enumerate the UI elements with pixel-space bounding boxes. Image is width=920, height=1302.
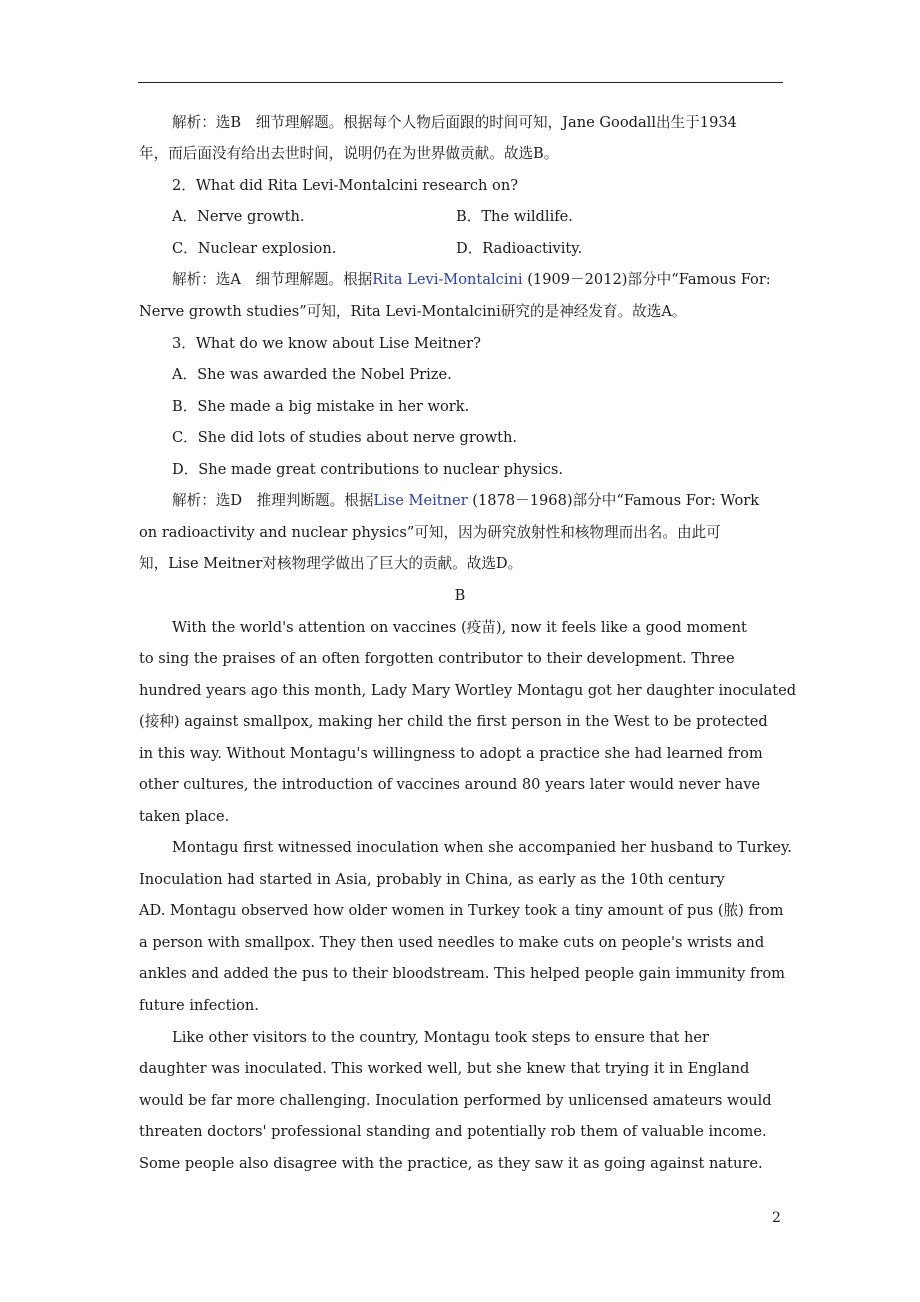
q2-question: 2．What did Rita Levi-Montalcini research on? <box>172 177 519 194</box>
q2-analysis-post: (1909－2012)部分中“Famous For: <box>522 271 771 288</box>
page-number: 2 <box>772 1210 781 1226</box>
q3-option-d: D．She made great contributions to nuclear physics. <box>172 461 564 478</box>
p3-line-4: threaten doctors' professional standing and potentially rob them of valuable income. <box>139 1123 767 1140</box>
p1-line-1: With the world's attention on vaccines (疫苗), now it feels like a good moment <box>172 619 747 636</box>
q2-analysis <box>172 270 771 290</box>
p2-line-3: AD. Montagu observed how older women in Turkey took a tiny amount of pus (脓) from <box>139 902 784 919</box>
p2-line-6: future infection. <box>139 997 259 1014</box>
q2-option-a: A．Nerve growth. <box>172 208 305 225</box>
q2-options-row-2 <box>172 239 772 259</box>
p3-line-1: Like other visitors to the country, Montagu took steps to ensure that her <box>172 1029 710 1046</box>
header-rule <box>138 82 783 83</box>
p1-line-7: taken place. <box>139 808 230 825</box>
q3-question: 3．What do we know about Lise Meitner? <box>172 335 481 352</box>
q3-analysis-name: Lise Meitner <box>373 492 468 509</box>
q3-option-c: C．She did lots of studies about nerve growth. <box>172 429 517 446</box>
q3-analysis-cont-2: 知，Lise Meitner对核物理学做出了巨大的贡献。故选D。 <box>139 555 523 572</box>
p2-line-4: a person with smallpox. They then used needles to make cuts on people's wrists and <box>139 934 765 951</box>
q1-analysis: 解析：选B 细节理解题。根据每个人物后面跟的时间可知，Jane Goodall出生于1934 <box>172 114 737 131</box>
p1-line-5: in this way. Without Montagu's willingness to adopt a practice she had learned from <box>139 745 763 762</box>
q2-option-c: C．Nuclear explosion. <box>172 240 337 257</box>
q2-options-row-1 <box>172 207 772 227</box>
q2-analysis-pre: 解析：选A 细节理解题。根据 <box>172 271 373 288</box>
p1-line-4: (接种) against smallpox, making her child the first person in the West to be protected <box>139 713 768 730</box>
q2-analysis-name: Rita Levi-Montalcini <box>372 271 523 288</box>
p1-line-2: to sing the praises of an often forgotten contributor to their development. Three <box>139 650 735 667</box>
q3-analysis-cont-1: on radioactivity and nuclear physics”可知，因为研究放射性和核物理而出名。由此可 <box>139 524 721 541</box>
p3-line-5: Some people also disagree with the practice, as they saw it as going against nature. <box>139 1155 763 1172</box>
q3-option-a: A．She was awarded the Nobel Prize. <box>172 366 452 383</box>
p2-line-5: ankles and added the pus to their bloodstream. This helped people gain immunity from <box>139 965 785 982</box>
q3-analysis <box>172 491 759 511</box>
q1-analysis-cont: 年，而后面没有给出去世时间，说明仍在为世界做贡献。故选B。 <box>139 145 559 162</box>
p1-line-3: hundred years ago this month, Lady Mary Wortley Montagu got her daughter inoculated <box>139 682 797 699</box>
q2-option-b: B．The wildlife. <box>456 208 573 225</box>
p1-line-6: other cultures, the introduction of vaccines around 80 years later would never have <box>139 776 761 793</box>
p2-line-2: Inoculation had started in Asia, probably in China, as early as the 10th century <box>139 871 725 888</box>
p3-line-2: daughter was inoculated. This worked well, but she knew that trying it in England <box>139 1060 750 1077</box>
q2-analysis-cont: Nerve growth studies”可知，Rita Levi-Montalcini研究的是神经发育。故选A。 <box>139 303 687 320</box>
p3-line-3: would be far more challenging. Inoculation performed by unlicensed amateurs would <box>139 1092 772 1109</box>
q3-option-b: B．She made a big mistake in her work. <box>172 398 470 415</box>
q2-option-d: D．Radioactivity. <box>456 240 583 257</box>
q3-analysis-post: (1878－1968)部分中“Famous For: Work <box>467 492 760 509</box>
q3-analysis-pre: 解析：选D 推理判断题。根据 <box>172 492 374 509</box>
p2-line-1: Montagu first witnessed inoculation when she accompanied her husband to Turkey. <box>172 839 792 856</box>
section-heading: B <box>454 587 466 604</box>
